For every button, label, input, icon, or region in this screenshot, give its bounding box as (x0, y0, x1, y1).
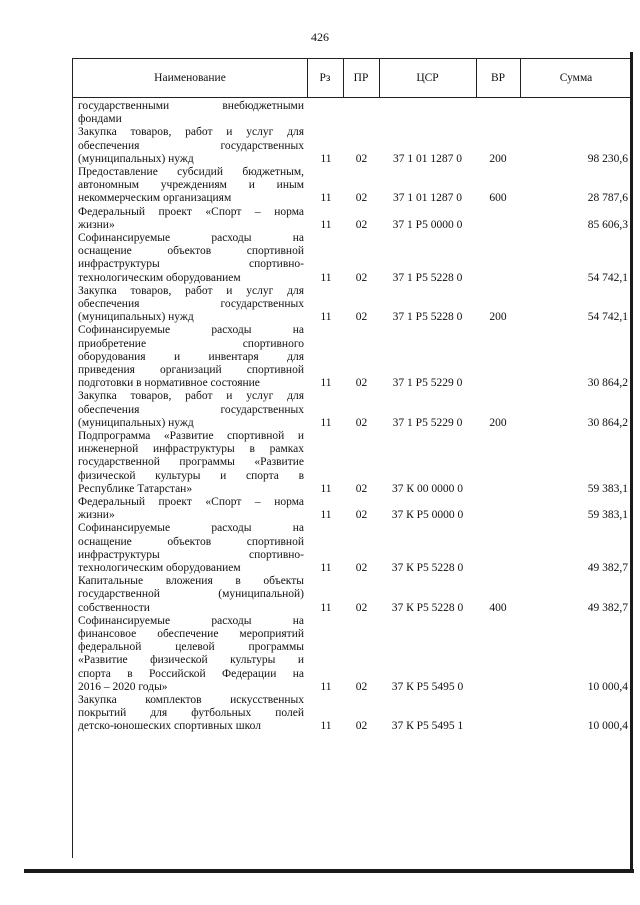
row-pr: 02 (355, 152, 368, 165)
row-name-line: Софинансируемые расходы на (78, 522, 304, 535)
row-csr: 37 К P5 5228 0 (391, 561, 464, 574)
row-pr: 02 (355, 720, 368, 733)
row-rz: 11 (320, 680, 332, 693)
row-name (78, 285, 304, 325)
table-row (73, 324, 632, 390)
row-name-line: жизни» (78, 509, 115, 522)
row-name-line: федеральной целевой программы (78, 641, 304, 654)
table-row (73, 615, 632, 694)
row-name-line: инфраструктуры спортивно- (78, 258, 304, 271)
row-sum: 59 383,1 (587, 509, 628, 522)
row-sum: 59 383,1 (587, 482, 628, 495)
header-pr: ПР (353, 72, 369, 84)
row-name-line: технологическим оборудованием (78, 271, 241, 284)
row-name-line: автономным учреждениям и иным (78, 179, 304, 192)
row-name (78, 615, 304, 694)
row-name-line: (муниципальных) нужд (78, 311, 194, 324)
table-row (73, 166, 632, 206)
budget-table (72, 58, 631, 858)
page-edge-shadow (630, 52, 633, 873)
row-name-line: Софинансируемые расходы на (78, 324, 304, 337)
column-divider (307, 59, 308, 98)
table-row (73, 232, 632, 285)
row-name-line: технологическим оборудованием (78, 561, 241, 574)
row-rz: 11 (320, 377, 332, 390)
row-name-line: покрытий для футбольных полей (78, 707, 304, 720)
table-row (73, 522, 632, 575)
row-name-line: Федеральный проект «Спорт – норма (78, 496, 304, 508)
row-name-line: (муниципальных) нужд (78, 152, 194, 165)
table-row (73, 496, 632, 522)
row-name-line: собственности (78, 601, 150, 614)
row-name-line: детско-юношеских спортивных школ (78, 720, 261, 733)
header-vr: ВР (490, 72, 506, 84)
row-csr: 37 1 P5 5229 0 (392, 416, 463, 429)
row-rz: 11 (320, 509, 332, 522)
header-sum: Сумма (559, 72, 593, 84)
row-name (78, 126, 304, 166)
row-name-line: Подпрограмма «Развитие спортивной и (78, 430, 304, 442)
row-csr: 37 1 P5 5228 0 (392, 271, 463, 284)
row-vr: 200 (489, 416, 507, 429)
row-sum: 85 606,3 (587, 218, 628, 231)
row-name-line: 2016 – 2020 годы» (78, 680, 168, 693)
row-name-line: Закупка комплектов искусственных (78, 694, 304, 706)
row-name-line: Закупка товаров, работ и услуг для (78, 284, 304, 297)
row-name-line: «Развитие физической культуры и (78, 654, 304, 667)
row-name-line: государственными внебюджетными (78, 100, 304, 112)
row-pr: 02 (355, 218, 368, 231)
row-rz: 11 (320, 601, 332, 614)
row-name (78, 430, 304, 496)
row-name (78, 232, 304, 285)
row-name-line: некоммерческим организациям (78, 192, 232, 205)
row-name-line: оборудования и инвентаря для (78, 350, 304, 363)
row-name-line: физической культуры и спорта в (78, 469, 304, 482)
row-name (78, 166, 304, 206)
row-csr: 37 К P5 5228 0 (391, 601, 464, 614)
row-pr: 02 (355, 311, 368, 324)
row-pr: 02 (355, 561, 368, 574)
row-pr: 02 (355, 377, 368, 390)
row-name (78, 522, 304, 575)
row-vr: 600 (489, 192, 507, 205)
row-rz: 11 (320, 720, 332, 733)
row-csr: 37 1 P5 0000 0 (392, 218, 463, 231)
row-name-line: инженерной инфраструктуры в рамках (78, 443, 304, 456)
row-csr: 37 1 01 1287 0 (393, 192, 462, 205)
page-bottom-shadow (24, 869, 634, 873)
row-sum: 98 230,6 (587, 152, 628, 165)
page-number: 426 (311, 30, 329, 44)
row-name-line: Закупка товаров, работ и услуг для (78, 126, 304, 139)
row-rz: 11 (320, 482, 332, 495)
row-vr: 200 (489, 152, 507, 165)
row-pr: 02 (355, 680, 368, 693)
column-divider (520, 59, 521, 98)
row-name (78, 206, 304, 232)
table-header (73, 59, 632, 98)
row-name (78, 496, 304, 522)
row-rz: 11 (320, 271, 332, 284)
row-sum: 49 382,7 (587, 561, 628, 574)
row-name (78, 575, 304, 615)
row-csr: 37 К 00 0000 0 (392, 482, 463, 495)
row-pr: 02 (355, 192, 368, 205)
row-name-line: Федеральный проект «Спорт – норма (78, 205, 304, 218)
row-sum: 30 864,2 (587, 377, 628, 390)
column-divider (343, 59, 344, 98)
row-name (78, 324, 304, 390)
row-pr: 02 (355, 271, 368, 284)
table-row (73, 285, 632, 325)
row-name-line: инфраструктуры спортивно- (78, 548, 304, 561)
row-name (78, 694, 304, 734)
row-csr: 37 1 P5 5229 0 (392, 377, 463, 390)
row-name-line: финансовое обеспечение мероприятий (78, 627, 304, 640)
table-row (73, 126, 632, 166)
row-name-line: обеспечения государственных (78, 139, 304, 152)
row-name-line: Капитальные вложения в объекты (78, 575, 304, 588)
row-name-line: приведения организаций спортивной (78, 363, 304, 376)
table-row (73, 206, 632, 232)
row-name-line: Софинансируемые расходы на (78, 614, 304, 627)
row-name-line: Закупка товаров, работ и услуг для (78, 390, 304, 403)
row-csr: 37 1 P5 5228 0 (392, 311, 463, 324)
row-csr: 37 1 01 1287 0 (393, 152, 462, 165)
row-name (78, 390, 304, 430)
row-sum: 49 382,7 (587, 601, 628, 614)
table-row (73, 694, 632, 734)
row-name-line: обеспечения государственных (78, 297, 304, 310)
row-name-line: Предоставление субсидий бюджетным, (78, 166, 304, 178)
table-row (73, 100, 632, 126)
row-sum: 10 000,4 (587, 680, 628, 693)
row-pr: 02 (355, 416, 368, 429)
row-name-line: Софинансируемые расходы на (78, 232, 304, 244)
row-sum: 10 000,4 (587, 720, 628, 733)
row-name-line: Республике Татарстан» (78, 482, 193, 495)
table-row (73, 430, 632, 496)
row-name-line: жизни» (78, 218, 115, 231)
row-rz: 11 (320, 561, 332, 574)
row-sum: 30 864,2 (587, 416, 628, 429)
column-divider (379, 59, 380, 98)
row-rz: 11 (320, 218, 332, 231)
row-sum: 54 742,1 (587, 311, 628, 324)
row-name-line: подготовки в нормативное состояние (78, 377, 260, 390)
table-row (73, 575, 632, 615)
row-name (78, 100, 304, 126)
row-name-line: оснащение объектов спортивной (78, 245, 304, 258)
row-name-line: государственной (муниципальной) (78, 588, 304, 601)
row-sum: 54 742,1 (587, 271, 628, 284)
row-pr: 02 (355, 482, 368, 495)
row-pr: 02 (355, 601, 368, 614)
row-name-line: обеспечения государственных (78, 403, 304, 416)
row-rz: 11 (320, 192, 332, 205)
column-divider (476, 59, 477, 98)
row-rz: 11 (320, 416, 332, 429)
row-rz: 11 (320, 311, 332, 324)
header-name: Наименование (154, 72, 226, 84)
row-name-line: оснащение объектов спортивной (78, 535, 304, 548)
row-vr: 400 (489, 601, 507, 614)
row-pr: 02 (355, 509, 368, 522)
header-csr: ЦСР (416, 72, 439, 84)
row-rz: 11 (320, 152, 332, 165)
row-name-line: государственной программы «Развитие (78, 456, 304, 469)
row-name-line: (муниципальных) нужд (78, 416, 194, 429)
header-rz: Рз (319, 72, 331, 84)
row-csr: 37 К P5 0000 0 (391, 509, 464, 522)
row-sum: 28 787,6 (587, 192, 628, 205)
row-name-line: фондами (78, 113, 122, 126)
row-csr: 37 К P5 5495 0 (391, 680, 464, 693)
table-row (73, 390, 632, 430)
row-vr: 200 (489, 311, 507, 324)
row-name-line: спорта в Российской Федерации на (78, 667, 304, 680)
row-name-line: приобретение спортивного (78, 337, 304, 350)
row-csr: 37 К P5 5495 1 (391, 720, 464, 733)
